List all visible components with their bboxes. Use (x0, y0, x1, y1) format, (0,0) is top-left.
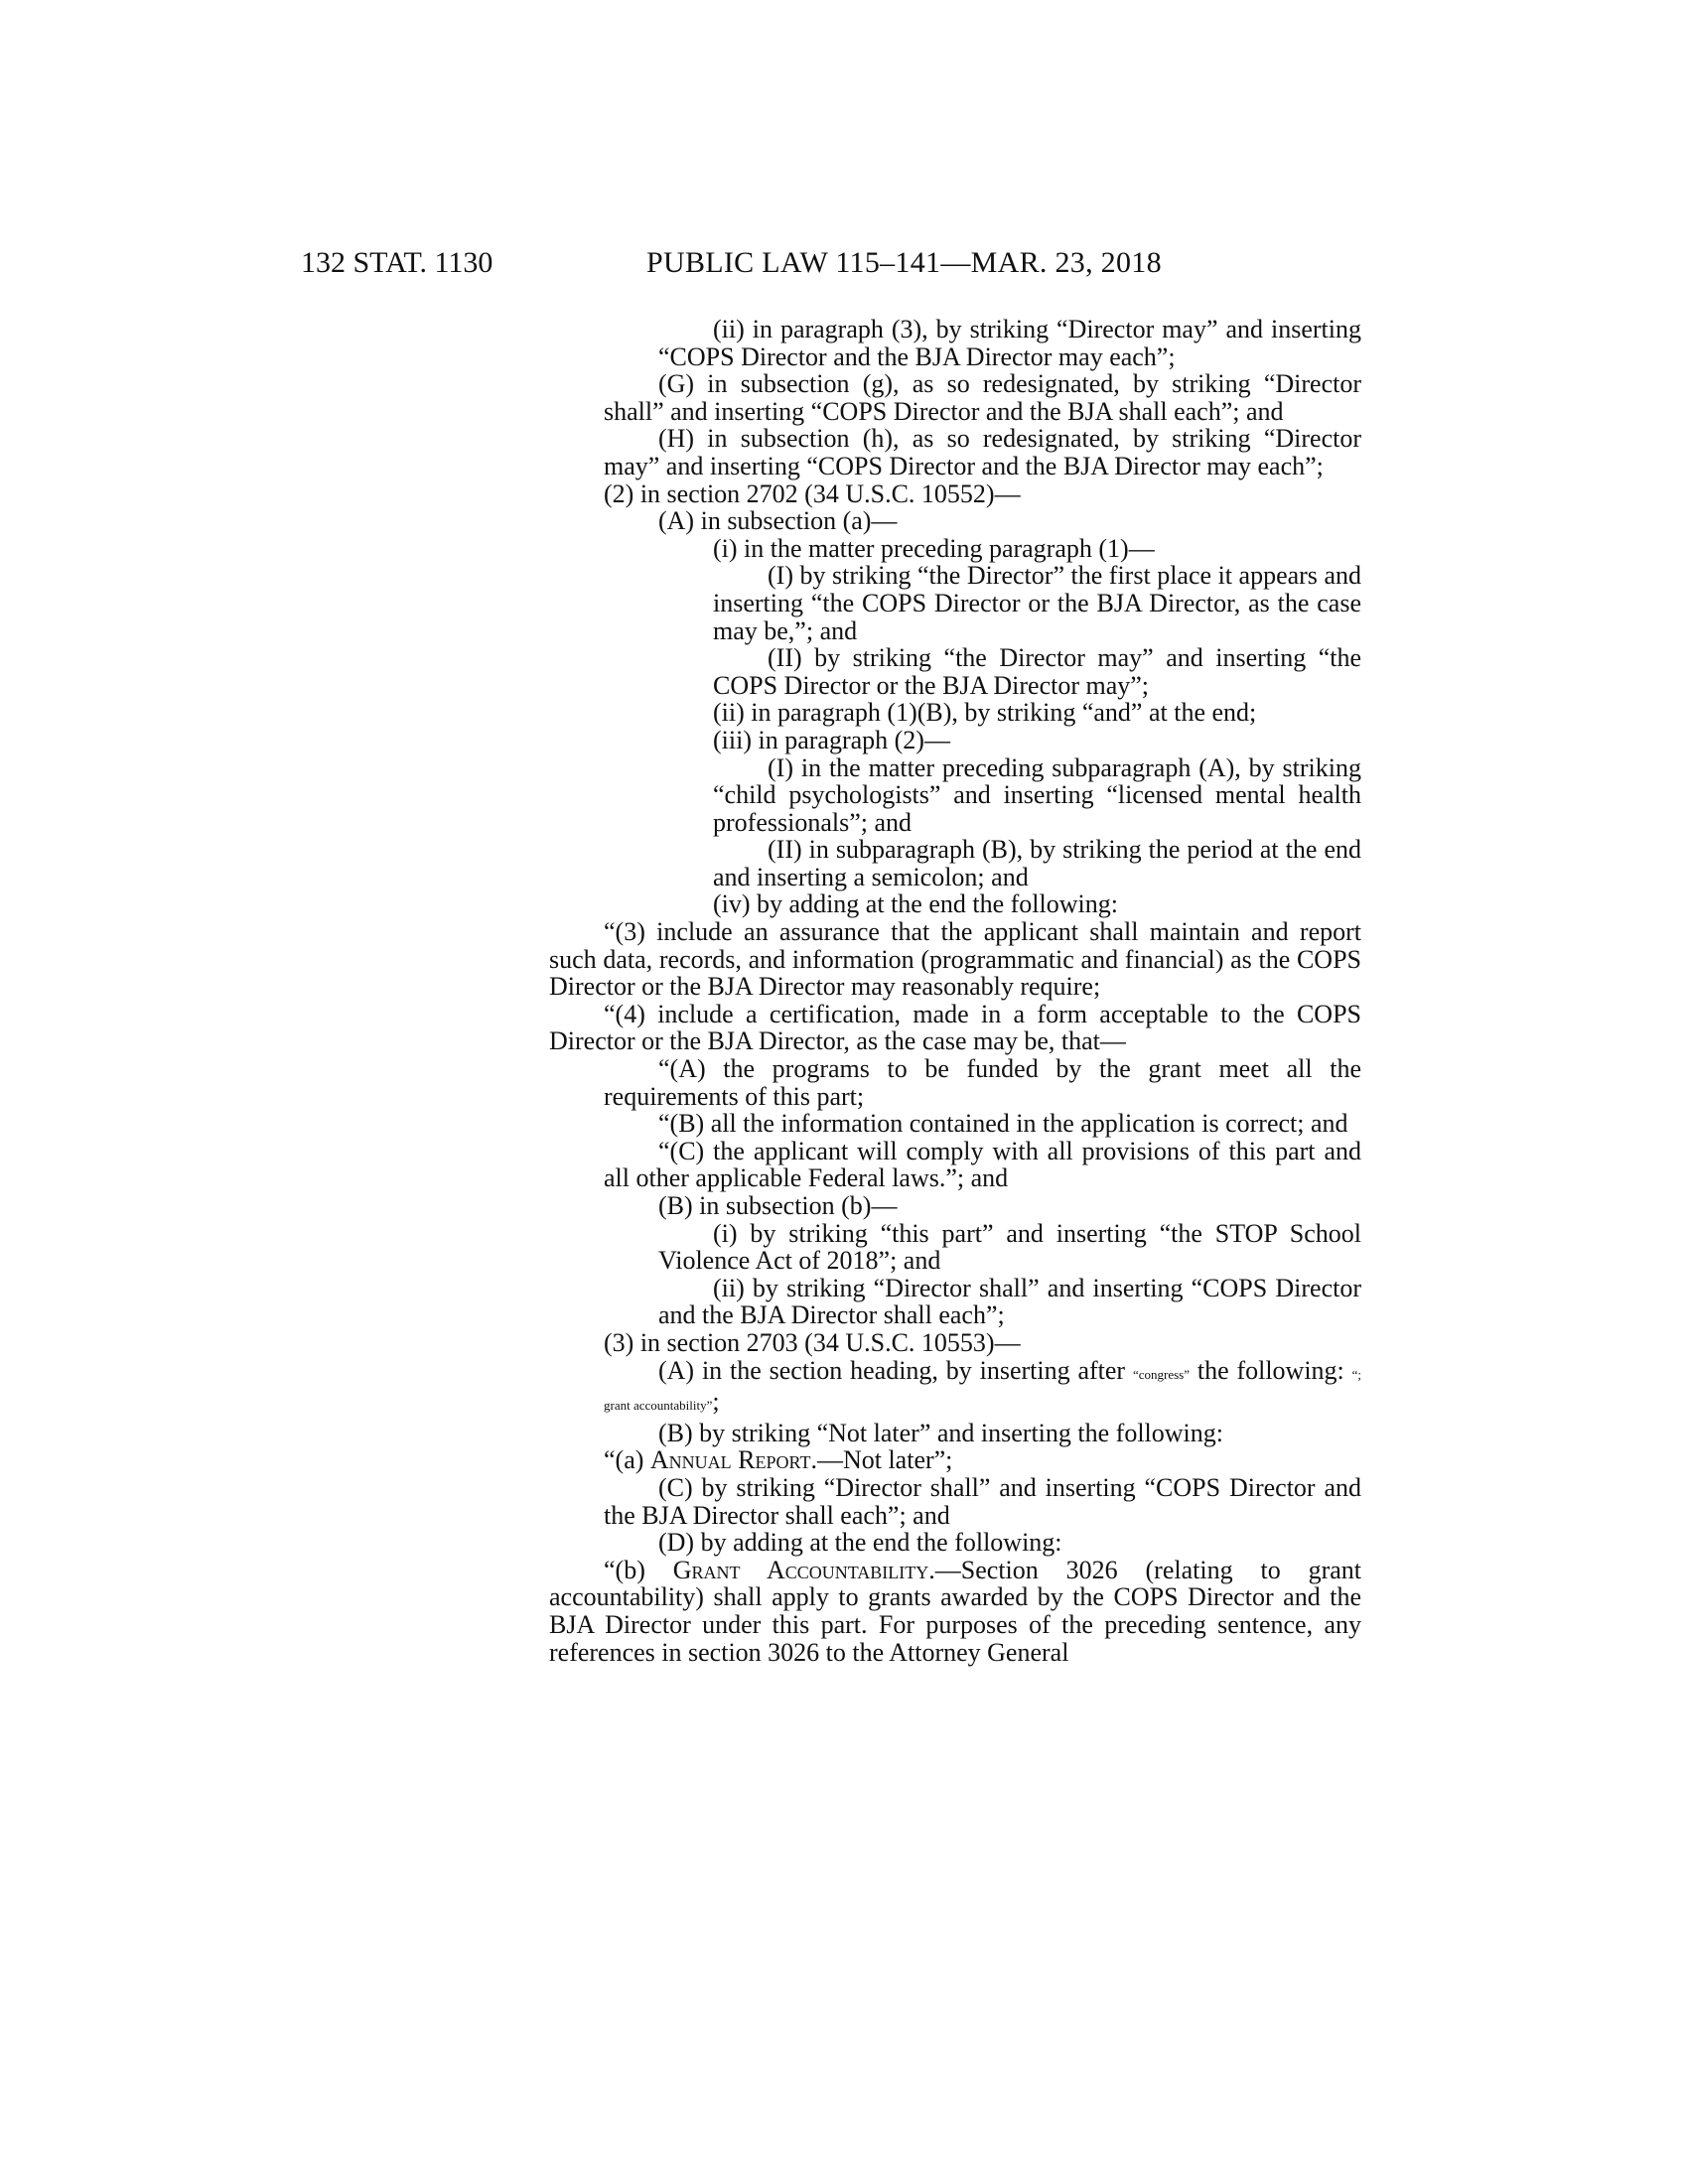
paragraph: (2) in section 2702 (34 U.S.C. 10552)— (604, 478, 1021, 508)
document-body (549, 316, 1361, 1666)
text-run: ; (712, 1387, 720, 1417)
text-run: Annual Report (649, 1445, 811, 1475)
text-run: “congress” (1132, 1366, 1190, 1382)
page-title: PUBLIC LAW 115–141—MAR. 23, 2018 (646, 246, 1162, 279)
paragraph: (A) in subsection (a)— (658, 506, 898, 536)
paragraph: (II) in subparagraph (B), by striking the period at the end and inserting a semicolon; and (713, 835, 1361, 891)
text-run: .—Not later”; (810, 1445, 953, 1475)
paragraph: (C) by striking “Director shall” and inserting “COPS Director and the BJA Director shall each”; and (604, 1472, 1361, 1530)
paragraph: (iv) by adding at the end the following: (713, 889, 1118, 919)
paragraph: “(B) all the information contained in the application is correct; and (658, 1109, 1348, 1139)
paragraph: (i) by striking “this part” and inserting “the STOP School Violence Act of 2018”; and (658, 1218, 1361, 1276)
paragraph: (G) in subsection (g), as so redesignated, by striking “Director shall” and inserting “COPS Director and the BJA shall each”; and (604, 369, 1361, 426)
paragraph: (I) by striking “the Director” the first place it appears and inserting “the COPS Director or the BJA Director, as the case may be,”; and (713, 561, 1361, 645)
paragraph (549, 1557, 1361, 1666)
paragraph: (3) in section 2703 (34 U.S.C. 10553)— (604, 1327, 1021, 1357)
paragraph: (I) in the matter preceding subparagraph (A), by striking “child psychologists” and inserting “licensed mental health professionals”; and (713, 752, 1361, 837)
paragraph: “(A) the programs to be funded by the grant meet all the requirements of this part; (604, 1054, 1361, 1111)
text-run: “(a) (604, 1445, 650, 1475)
paragraph: (iii) in paragraph (2)— (713, 725, 950, 754)
text-run: .—Section 3026 (relating to grant accountability) shall apply to grants awarded by the COPS Director and the BJA Director under this part. For purposes of the preceding sentence, any references in section 3026 to the Attorney General (549, 1555, 1361, 1667)
paragraph: (ii) in paragraph (1)(B), by striking “and” at the end; (713, 698, 1257, 728)
text-run: Grant Accountability (672, 1555, 929, 1584)
paragraph: (ii) in paragraph (3), by striking “Director may” and inserting “COPS Director and the BJA Director may each”; (658, 315, 1361, 371)
paragraph: (H) in subsection (h), as so redesignated, by striking “Director may” and inserting “COPS Director and the BJA Director may each”; (604, 424, 1361, 480)
paragraph (549, 1446, 1361, 1474)
paragraph (549, 1357, 1361, 1420)
text-run: the following: (1196, 1355, 1344, 1385)
paragraph: (i) in the matter preceding paragraph (1)— (713, 533, 1155, 563)
paragraph: “(4) include a certification, made in a form acceptable to the COPS Director or the BJA Director, as the case may be, that— (549, 999, 1361, 1056)
paragraph: (B) by striking “Not later” and inserting the following: (658, 1418, 1223, 1447)
stat-citation: 132 STAT. 1130 (301, 246, 493, 279)
paragraph: (ii) by striking “Director shall” and inserting “COPS Director and the BJA Director shall each”; (658, 1273, 1361, 1330)
text-run: (A) in the section heading, by inserting after (658, 1355, 1126, 1385)
paragraph: “(C) the applicant will comply with all provisions of this part and all other applicable Federal laws.”; and (604, 1136, 1361, 1193)
page-header (301, 246, 1294, 286)
text-run: “(b) (604, 1555, 673, 1584)
text-run: “; grant accountability” (604, 1366, 1362, 1414)
paragraph: “(3) include an assurance that the applicant shall maintain and report such data, records, and information (programmatic and financial) as the COPS Director or the BJA Director may reasonably require; (549, 917, 1361, 1002)
paragraph: (D) by adding at the end the following: (658, 1528, 1062, 1558)
paragraph: (II) by striking “the Director may” and inserting “the COPS Director or the BJA Director may”; (713, 643, 1361, 700)
paragraph: (B) in subsection (b)— (658, 1191, 898, 1220)
